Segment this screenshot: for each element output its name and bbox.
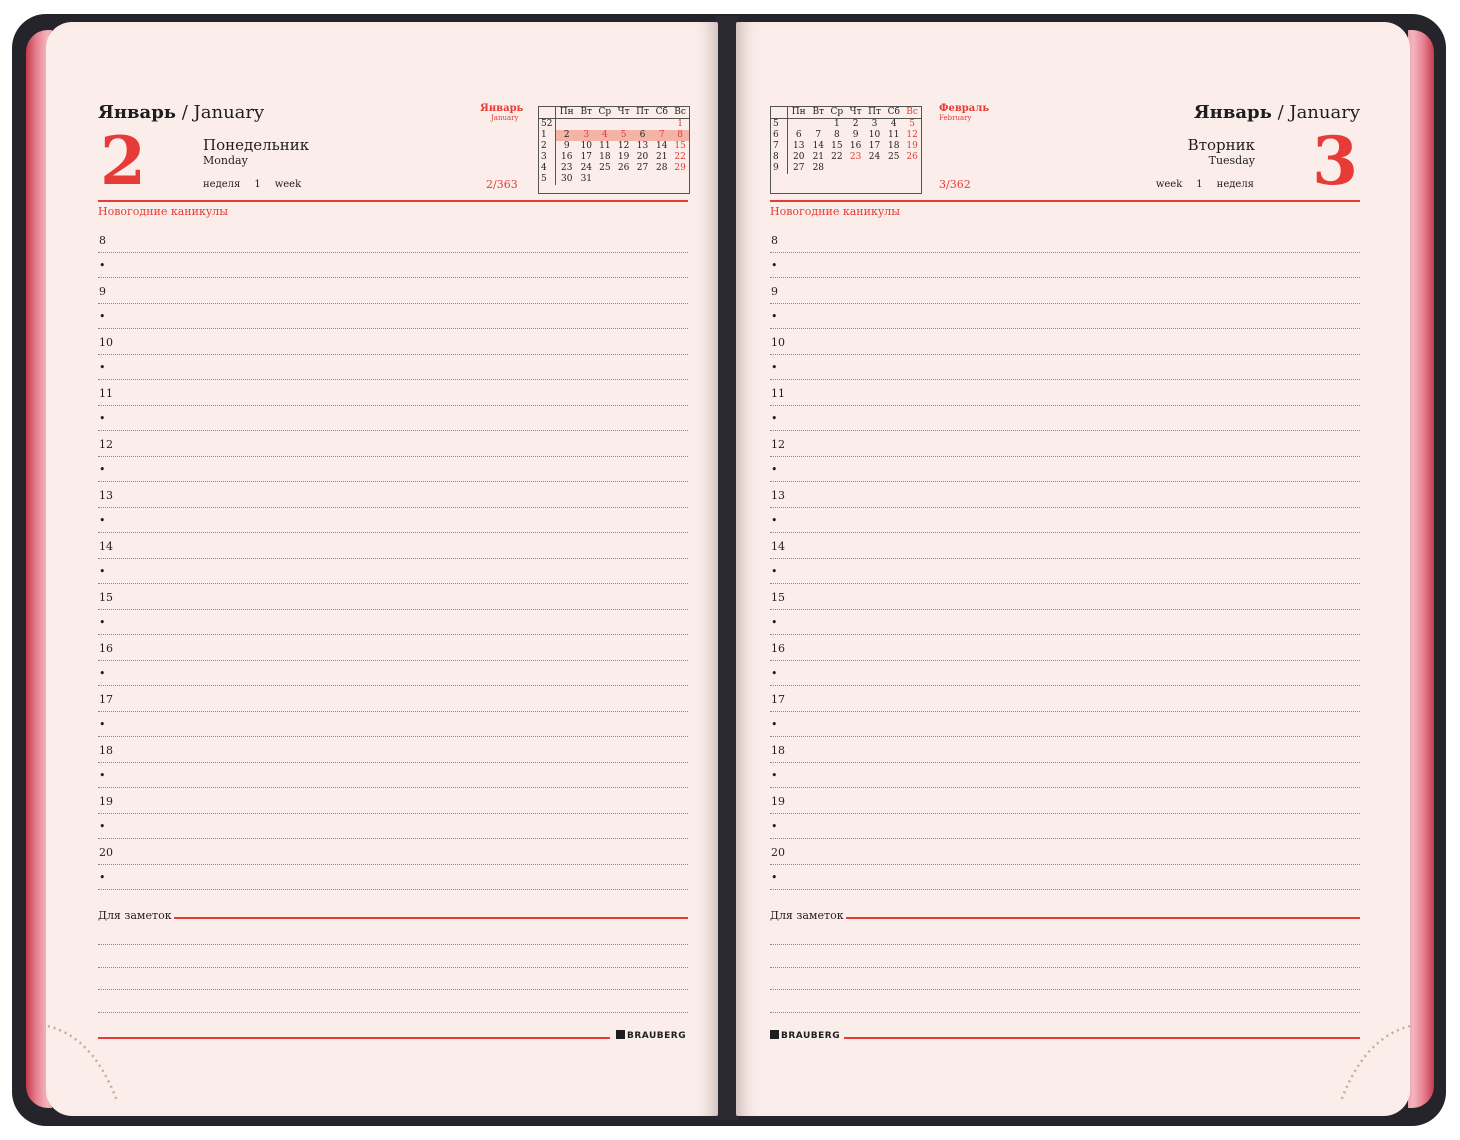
calendar-week-number: 6 bbox=[771, 130, 788, 141]
half-hour-bullet: • bbox=[99, 820, 106, 833]
half-hour-bullet: • bbox=[771, 769, 778, 782]
hour-label: 18 bbox=[771, 743, 785, 757]
hour-label: 20 bbox=[99, 845, 113, 859]
hour-row[interactable] bbox=[98, 813, 688, 840]
calendar-day bbox=[595, 119, 614, 131]
calendar-week-number: 9 bbox=[771, 163, 788, 174]
header-rule bbox=[98, 200, 688, 202]
hour-row[interactable] bbox=[770, 532, 1360, 559]
calendar-day: 9 bbox=[563, 141, 570, 151]
hour-row[interactable] bbox=[98, 685, 688, 712]
left-page bbox=[46, 22, 718, 1116]
hour-row[interactable] bbox=[770, 634, 1360, 661]
calendar-day: 20 bbox=[636, 152, 649, 162]
calendar-day: 4 bbox=[890, 119, 897, 129]
notes-row[interactable] bbox=[770, 967, 1360, 990]
calendar-day bbox=[652, 174, 671, 185]
notes-rule bbox=[846, 917, 1360, 919]
calendar-day: 18 bbox=[888, 141, 900, 151]
calendar-day: 24 bbox=[580, 163, 593, 173]
hour-label: 11 bbox=[99, 386, 113, 400]
calendar-weekday-header: Пт bbox=[633, 107, 653, 119]
hour-label: 8 bbox=[771, 233, 778, 247]
day-number: 3 bbox=[1312, 122, 1358, 200]
hour-label: 11 bbox=[771, 386, 785, 400]
hour-row[interactable] bbox=[98, 226, 688, 253]
notes-row[interactable] bbox=[770, 945, 1360, 968]
calendar-day: 10 bbox=[580, 141, 593, 151]
calendar-day bbox=[577, 119, 595, 131]
calendar-day: 15 bbox=[674, 141, 686, 151]
calendar-week-number: 1 bbox=[539, 130, 556, 141]
half-hour-bullet: • bbox=[99, 565, 106, 578]
half-hour-bullet: • bbox=[771, 871, 778, 884]
mini-calendar-month: Февраль bbox=[939, 103, 990, 114]
half-hour-bullet: • bbox=[771, 718, 778, 731]
hour-row[interactable] bbox=[770, 685, 1360, 712]
hour-label: 14 bbox=[99, 539, 113, 553]
calendar-day: 1 bbox=[833, 119, 840, 129]
hour-label: 20 bbox=[771, 845, 785, 859]
half-hour-bullet: • bbox=[771, 667, 778, 680]
hour-row[interactable] bbox=[770, 813, 1360, 840]
hour-row[interactable] bbox=[98, 634, 688, 661]
hour-row[interactable] bbox=[770, 405, 1360, 432]
hour-label: 10 bbox=[771, 335, 785, 349]
calendar-day bbox=[671, 174, 689, 185]
calendar-week-number: 3 bbox=[539, 152, 556, 163]
half-hour-bullet: • bbox=[99, 514, 106, 527]
calendar-day bbox=[615, 174, 633, 185]
calendar-weekday-header: Пн bbox=[556, 107, 578, 119]
calendar-day: 27 bbox=[792, 163, 805, 173]
hour-row[interactable] bbox=[98, 787, 688, 814]
half-hour-bullet: • bbox=[99, 718, 106, 731]
hour-row[interactable] bbox=[770, 736, 1360, 763]
hour-row[interactable] bbox=[770, 303, 1360, 330]
hour-row[interactable] bbox=[770, 226, 1360, 253]
calendar-day: 13 bbox=[636, 141, 649, 151]
calendar-day: 25 bbox=[888, 152, 900, 162]
corner-stitch-right bbox=[1326, 1010, 1410, 1100]
page-edges-right bbox=[1408, 30, 1434, 1108]
calendar-day: 11 bbox=[888, 130, 900, 140]
hour-row[interactable] bbox=[98, 609, 688, 636]
right-page bbox=[736, 22, 1410, 1116]
hour-label: 19 bbox=[771, 794, 785, 808]
calendar-day: 25 bbox=[599, 163, 611, 173]
half-hour-bullet: • bbox=[99, 259, 106, 272]
hour-label: 17 bbox=[99, 692, 113, 706]
footer-rule bbox=[98, 1037, 610, 1039]
hour-label: 16 bbox=[99, 641, 113, 655]
header-rule bbox=[770, 200, 1360, 202]
half-hour-bullet: • bbox=[99, 769, 106, 782]
calendar-day bbox=[615, 119, 633, 131]
calendar-week-number: 8 bbox=[771, 152, 788, 163]
calendar-day: 6 bbox=[633, 130, 653, 141]
calendar-day: 7 bbox=[815, 130, 822, 140]
calendar-day: 7 bbox=[652, 130, 671, 141]
half-hour-bullet: • bbox=[771, 565, 778, 578]
half-hour-bullet: • bbox=[99, 463, 106, 476]
calendar-day: 29 bbox=[674, 163, 686, 173]
calendar-day bbox=[809, 119, 827, 131]
half-hour-bullet: • bbox=[99, 667, 106, 680]
calendar-weekday-header: Сб bbox=[652, 107, 671, 119]
hour-row[interactable] bbox=[770, 864, 1360, 891]
corner-stitch-left bbox=[46, 1010, 126, 1100]
hour-row[interactable] bbox=[98, 354, 688, 381]
calendar-day: 1 bbox=[677, 119, 683, 129]
calendar-day: 14 bbox=[812, 141, 825, 151]
calendar-day: 23 bbox=[849, 152, 862, 162]
month-title: Январь / January bbox=[98, 102, 265, 123]
calendar-weekday-header: Вс bbox=[903, 107, 921, 119]
hour-row[interactable] bbox=[98, 507, 688, 534]
week-info: week 1 неделя bbox=[1155, 179, 1254, 190]
hour-row[interactable] bbox=[98, 583, 688, 610]
hour-row[interactable] bbox=[770, 762, 1360, 789]
half-hour-bullet: • bbox=[99, 412, 106, 425]
holiday-note: Новогодние каникулы bbox=[770, 205, 901, 218]
hour-label: 12 bbox=[771, 437, 785, 451]
calendar-weekday-header: Вт bbox=[809, 107, 827, 119]
calendar-day: 28 bbox=[812, 163, 825, 173]
calendar-day: 24 bbox=[868, 152, 881, 162]
calendar-day: 12 bbox=[906, 130, 918, 140]
calendar-day: 26 bbox=[906, 152, 918, 162]
calendar-week-number: 2 bbox=[539, 141, 556, 152]
hour-label: 9 bbox=[771, 284, 778, 298]
hour-row[interactable] bbox=[98, 762, 688, 789]
notes-row[interactable] bbox=[770, 990, 1360, 1013]
calendar-day: 14 bbox=[656, 141, 668, 151]
calendar-day: 18 bbox=[599, 152, 611, 162]
weekday-ru: Вторник bbox=[1187, 136, 1255, 154]
hour-row[interactable] bbox=[770, 277, 1360, 304]
calendar-weekday-header: Вс bbox=[671, 107, 689, 119]
notes-row[interactable] bbox=[98, 967, 688, 990]
notes-row[interactable] bbox=[98, 945, 688, 968]
calendar-day: 5 bbox=[909, 119, 915, 129]
calendar-weekday-header: Пн bbox=[788, 107, 810, 119]
half-hour-bullet: • bbox=[99, 310, 106, 323]
notes-label: Для заметок bbox=[770, 909, 844, 922]
calendar-day bbox=[633, 174, 653, 185]
calendar-day: 17 bbox=[868, 141, 881, 151]
brand-check-icon bbox=[616, 1030, 625, 1039]
hour-row[interactable] bbox=[98, 864, 688, 891]
holiday-note: Новогодние каникулы bbox=[98, 205, 229, 218]
calendar-day bbox=[827, 163, 846, 174]
hour-label: 9 bbox=[99, 284, 106, 298]
hour-row[interactable] bbox=[770, 456, 1360, 483]
hour-row[interactable] bbox=[98, 328, 688, 355]
hour-label: 15 bbox=[771, 590, 785, 604]
notes-row[interactable] bbox=[98, 990, 688, 1013]
hour-row[interactable] bbox=[770, 558, 1360, 585]
hour-label: 10 bbox=[99, 335, 113, 349]
day-number: 2 bbox=[100, 122, 146, 200]
calendar-weekday-header: Пт bbox=[865, 107, 885, 119]
mini-calendar bbox=[770, 106, 922, 194]
calendar-day: 17 bbox=[580, 152, 593, 162]
calendar-day: 8 bbox=[671, 130, 689, 141]
hour-row[interactable] bbox=[98, 838, 688, 865]
notes-row[interactable] bbox=[770, 922, 1360, 945]
half-hour-bullet: • bbox=[771, 259, 778, 272]
calendar-day: 12 bbox=[617, 141, 630, 151]
month-title: Январь / January bbox=[1193, 102, 1360, 123]
hour-row[interactable] bbox=[770, 379, 1360, 406]
hour-row[interactable] bbox=[98, 660, 688, 687]
calendar-day: 22 bbox=[831, 152, 843, 162]
hour-label: 15 bbox=[99, 590, 113, 604]
mini-calendar-month: Январь bbox=[480, 103, 524, 114]
calendar-day bbox=[903, 163, 921, 174]
hour-label: 14 bbox=[771, 539, 785, 553]
day-of-year-count: 2/363 bbox=[486, 178, 518, 191]
calendar-day: 11 bbox=[599, 141, 611, 151]
calendar-day bbox=[595, 174, 614, 185]
hour-label: 18 bbox=[99, 743, 113, 757]
calendar-day: 4 bbox=[595, 130, 614, 141]
hour-label: 19 bbox=[99, 794, 113, 808]
calendar-day: 30 bbox=[560, 174, 573, 184]
calendar-day bbox=[847, 163, 865, 174]
hour-row[interactable] bbox=[98, 711, 688, 738]
notes-rule bbox=[174, 917, 688, 919]
book-spine-gutter bbox=[716, 16, 738, 1120]
calendar-day: 26 bbox=[617, 163, 630, 173]
calendar-week-number: 52 bbox=[539, 119, 556, 131]
brand-logo: BRAUBERG bbox=[770, 1030, 840, 1041]
hour-row[interactable] bbox=[770, 838, 1360, 865]
calendar-weekday-header: Чт bbox=[615, 107, 633, 119]
half-hour-bullet: • bbox=[99, 616, 106, 629]
calendar-day: 19 bbox=[906, 141, 918, 151]
week-info: неделя 1 week bbox=[203, 179, 302, 190]
half-hour-bullet: • bbox=[771, 514, 778, 527]
footer-rule bbox=[844, 1037, 1360, 1039]
half-hour-bullet: • bbox=[771, 463, 778, 476]
hour-row[interactable] bbox=[98, 252, 688, 279]
hour-label: 13 bbox=[99, 488, 113, 502]
calendar-day bbox=[652, 119, 671, 131]
calendar-day: 9 bbox=[852, 130, 859, 140]
mini-calendar-month-en: February bbox=[939, 114, 972, 122]
hour-row[interactable] bbox=[770, 430, 1360, 457]
calendar-week-number: 7 bbox=[771, 141, 788, 152]
hour-row[interactable] bbox=[98, 481, 688, 508]
hour-label: 17 bbox=[771, 692, 785, 706]
half-hour-bullet: • bbox=[99, 871, 106, 884]
weekday-en: Monday bbox=[203, 154, 248, 167]
notes-label: Для заметок bbox=[98, 909, 172, 922]
day-of-year-count: 3/362 bbox=[939, 178, 971, 191]
calendar-day: 3 bbox=[577, 130, 595, 141]
calendar-week-number: 4 bbox=[539, 163, 556, 174]
calendar-day: 15 bbox=[831, 141, 843, 151]
hour-row[interactable] bbox=[98, 456, 688, 483]
hour-row[interactable] bbox=[770, 711, 1360, 738]
hour-row[interactable] bbox=[98, 430, 688, 457]
hour-label: 13 bbox=[771, 488, 785, 502]
calendar-day bbox=[788, 119, 810, 131]
calendar-day: 23 bbox=[560, 163, 573, 173]
calendar-day: 6 bbox=[795, 130, 802, 140]
hour-row[interactable] bbox=[98, 532, 688, 559]
calendar-day: 5 bbox=[615, 130, 633, 141]
half-hour-bullet: • bbox=[771, 616, 778, 629]
calendar-day: 27 bbox=[636, 163, 649, 173]
calendar-day: 16 bbox=[560, 152, 573, 162]
hour-row[interactable] bbox=[770, 787, 1360, 814]
hour-row[interactable] bbox=[770, 609, 1360, 636]
brand-check-icon bbox=[770, 1030, 779, 1039]
calendar-day: 2 bbox=[556, 130, 578, 141]
calendar-day: 21 bbox=[812, 152, 825, 162]
calendar-day: 8 bbox=[833, 130, 840, 140]
calendar-day: 10 bbox=[868, 130, 881, 140]
brand-logo: BRAUBERG bbox=[616, 1030, 686, 1041]
calendar-week-number: 5 bbox=[539, 174, 556, 185]
calendar-day bbox=[865, 163, 885, 174]
half-hour-bullet: • bbox=[771, 412, 778, 425]
calendar-day: 21 bbox=[656, 152, 668, 162]
calendar-weekday-header: Чт bbox=[847, 107, 865, 119]
notes-row[interactable] bbox=[98, 922, 688, 945]
hour-label: 8 bbox=[99, 233, 106, 247]
calendar-day bbox=[633, 119, 653, 131]
calendar-week-number: 5 bbox=[771, 119, 788, 131]
hour-label: 12 bbox=[99, 437, 113, 451]
calendar-weekday-header: Вт bbox=[577, 107, 595, 119]
mini-calendar bbox=[538, 106, 690, 194]
hour-row[interactable] bbox=[98, 736, 688, 763]
calendar-day: 28 bbox=[656, 163, 668, 173]
hour-row[interactable] bbox=[770, 507, 1360, 534]
hour-row[interactable] bbox=[770, 354, 1360, 381]
hour-row[interactable] bbox=[98, 379, 688, 406]
hour-label: 16 bbox=[771, 641, 785, 655]
weekday-ru: Понедельник bbox=[203, 136, 310, 154]
hour-row[interactable] bbox=[770, 481, 1360, 508]
calendar-day: 20 bbox=[792, 152, 805, 162]
hour-row[interactable] bbox=[770, 252, 1360, 279]
weekday-en: Tuesday bbox=[1208, 154, 1255, 167]
hour-row[interactable] bbox=[98, 405, 688, 432]
calendar-day: 22 bbox=[674, 152, 686, 162]
calendar-weekday-header: Ср bbox=[595, 107, 614, 119]
hour-row[interactable] bbox=[770, 328, 1360, 355]
calendar-day: 2 bbox=[852, 119, 859, 129]
hour-row[interactable] bbox=[770, 660, 1360, 687]
calendar-day: 19 bbox=[617, 152, 630, 162]
half-hour-bullet: • bbox=[771, 820, 778, 833]
hour-row[interactable] bbox=[98, 558, 688, 585]
mini-calendar-month-en: January bbox=[491, 114, 519, 122]
half-hour-bullet: • bbox=[771, 310, 778, 323]
half-hour-bullet: • bbox=[99, 361, 106, 374]
calendar-day: 13 bbox=[792, 141, 805, 151]
hour-row[interactable] bbox=[770, 583, 1360, 610]
hour-row[interactable] bbox=[98, 277, 688, 304]
hour-row[interactable] bbox=[98, 303, 688, 330]
calendar-weekday-header: Ср bbox=[827, 107, 846, 119]
calendar-day: 16 bbox=[849, 141, 862, 151]
calendar-weekday-header: Сб bbox=[884, 107, 903, 119]
calendar-day bbox=[884, 163, 903, 174]
calendar-day: 31 bbox=[580, 174, 593, 184]
calendar-day bbox=[556, 119, 578, 131]
half-hour-bullet: • bbox=[771, 361, 778, 374]
calendar-day: 3 bbox=[871, 119, 878, 129]
